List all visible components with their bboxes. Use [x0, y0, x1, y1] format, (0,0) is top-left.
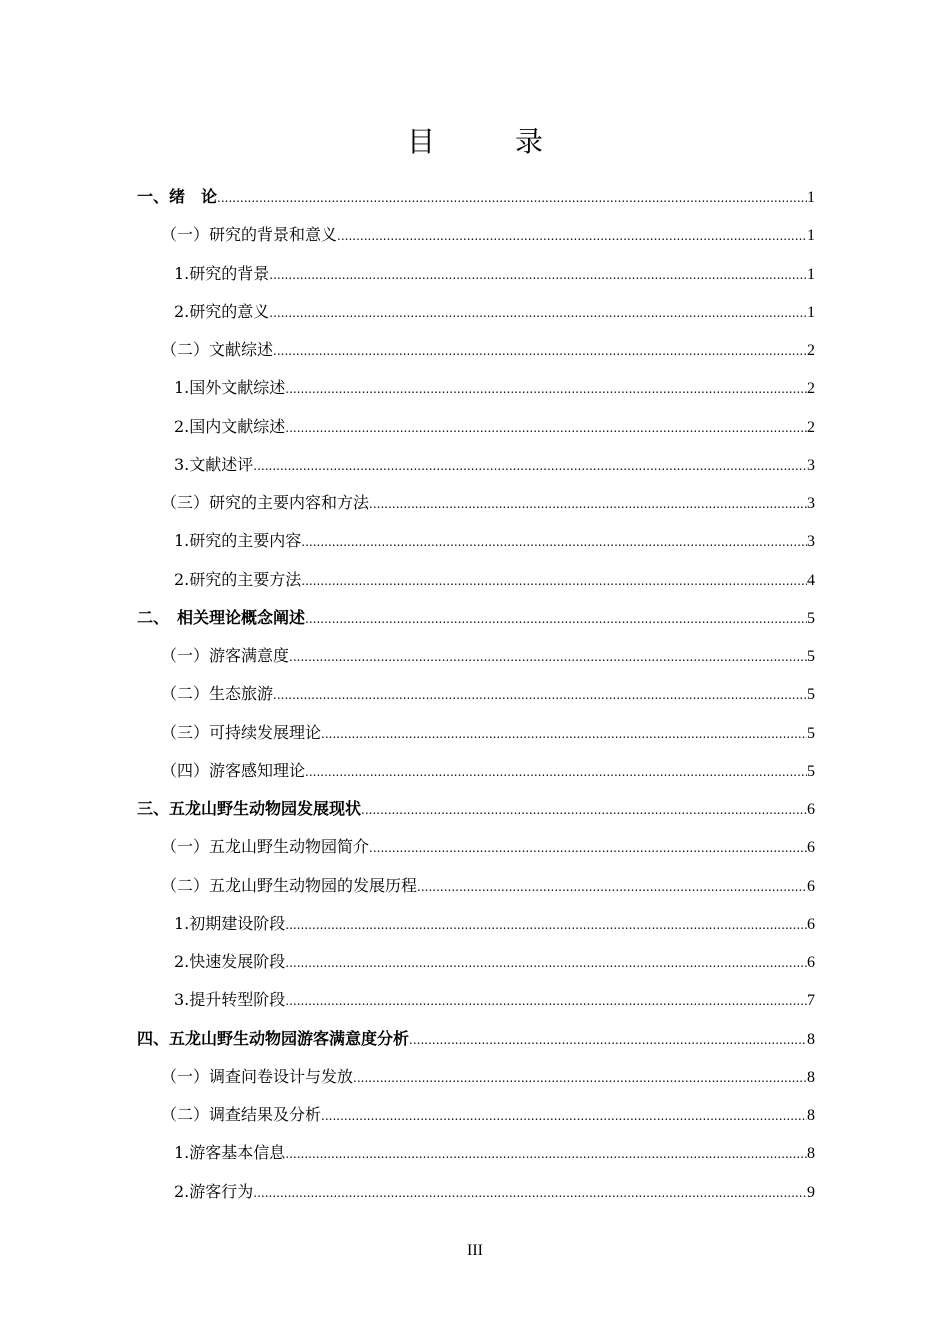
toc-entry[interactable] — [137, 216, 815, 254]
toc-entry-page: 4 — [807, 571, 815, 589]
toc-dot-leader — [301, 522, 807, 561]
toc-entry-title: 一、绪 论 — [137, 187, 218, 206]
toc-entry-page: 5 — [807, 762, 815, 780]
toc-entry-page: 5 — [807, 609, 815, 627]
toc-entry-title: 1.初期建设阶段 — [174, 913, 286, 933]
toc-entry-title: 2.研究的意义 — [174, 301, 270, 321]
toc-entry-page: 1 — [807, 265, 815, 283]
toc-entry-title: 2.研究的主要方法 — [174, 569, 302, 589]
toc-entry[interactable] — [137, 752, 815, 790]
toc-entry-title: （二）五龙山野生动物园的发展历程 — [161, 875, 418, 895]
toc-dot-leader — [369, 828, 807, 867]
toc-entry-title: 3.文献述评 — [174, 454, 254, 474]
toc-entry[interactable] — [137, 446, 815, 484]
toc-dot-leader — [253, 1173, 807, 1212]
table-of-contents — [137, 178, 815, 1211]
toc-entry-page: 3 — [807, 533, 815, 551]
toc-entry-page: 6 — [807, 801, 815, 818]
toc-entry[interactable] — [137, 828, 815, 866]
toc-entry-title: （一）调查问卷设计与发放 — [161, 1066, 354, 1086]
toc-entry-title: （一）五龙山野生动物园简介 — [161, 837, 370, 857]
toc-entry-page: 6 — [807, 954, 815, 971]
toc-entry-page: 2 — [807, 418, 815, 436]
toc-entry-title: 2.游客行为 — [174, 1181, 254, 1201]
toc-entry[interactable] — [137, 331, 815, 369]
toc-entry-page: 9 — [807, 1183, 815, 1201]
toc-dot-leader — [269, 293, 807, 332]
toc-entry-page: 7 — [807, 992, 815, 1010]
toc-dot-leader — [273, 675, 807, 714]
toc-dot-leader — [285, 943, 807, 982]
toc-dot-leader — [369, 484, 807, 523]
toc-entry[interactable] — [137, 1096, 815, 1134]
toc-entry-page: 8 — [807, 1068, 815, 1086]
toc-dot-leader — [301, 561, 807, 600]
toc-entry-page: 8 — [807, 1145, 815, 1163]
toc-entry-page: 8 — [807, 1107, 815, 1124]
toc-entry[interactable] — [137, 408, 815, 446]
toc-entry-title: （二）生态旅游 — [161, 684, 274, 704]
toc-entry-title: 1.研究的主要内容 — [174, 531, 302, 551]
toc-entry[interactable] — [137, 1134, 815, 1172]
toc-dot-leader — [285, 981, 807, 1020]
toc-dot-leader — [285, 408, 807, 447]
toc-entry-title: （二）调查结果及分析 — [161, 1105, 322, 1124]
toc-entry-title: （一）游客满意度 — [161, 646, 290, 665]
toc-entry-page: 1 — [807, 227, 815, 245]
toc-entry-title: 1.游客基本信息 — [174, 1143, 286, 1163]
toc-entry-title: （四）游客感知理论 — [161, 760, 306, 780]
page-title: 目 录 — [406, 125, 569, 158]
toc-entry[interactable] — [137, 484, 815, 522]
toc-entry-page: 6 — [807, 877, 815, 895]
toc-entry-title: 三、五龙山野生动物园发展现状 — [137, 799, 362, 818]
toc-entry-title: 四、五龙山野生动物园游客满意度分析 — [137, 1028, 410, 1048]
toc-entry[interactable] — [137, 369, 815, 407]
toc-entry[interactable] — [137, 943, 815, 981]
page-number: III — [467, 1242, 483, 1259]
toc-dot-leader — [253, 446, 807, 485]
toc-dot-leader — [409, 1020, 807, 1059]
toc-entry-page: 5 — [807, 686, 815, 704]
toc-entry-title: 3.提升转型阶段 — [174, 990, 286, 1010]
toc-dot-leader — [417, 867, 807, 906]
toc-entry-page: 2 — [807, 380, 815, 398]
toc-entry-page: 5 — [807, 648, 815, 665]
toc-entry-title: 2.国内文献综述 — [174, 416, 286, 436]
toc-dot-leader — [217, 178, 807, 217]
toc-dot-leader — [321, 714, 807, 753]
toc-entry[interactable] — [137, 981, 815, 1019]
toc-entry-title: 1.国外文献综述 — [174, 378, 286, 398]
toc-entry[interactable] — [137, 867, 815, 905]
toc-entry[interactable] — [137, 790, 815, 828]
toc-entry[interactable] — [137, 178, 815, 216]
toc-entry-page: 8 — [807, 1030, 815, 1048]
toc-dot-leader — [361, 790, 807, 829]
toc-entry-page: 5 — [807, 724, 815, 742]
toc-dot-leader — [285, 905, 807, 944]
toc-entry-title: （二）文献综述 — [161, 340, 274, 359]
toc-entry-page: 1 — [807, 303, 815, 321]
toc-entry-title: （三）研究的主要内容和方法 — [161, 493, 370, 512]
toc-entry[interactable] — [137, 1058, 815, 1096]
toc-entry[interactable] — [137, 675, 815, 713]
toc-dot-leader — [285, 369, 807, 408]
toc-dot-leader — [285, 1134, 807, 1173]
toc-dot-leader — [273, 331, 807, 370]
toc-entry[interactable] — [137, 599, 815, 637]
toc-dot-leader — [353, 1058, 807, 1097]
toc-entry[interactable] — [137, 905, 815, 943]
toc-entry-page: 2 — [807, 342, 815, 359]
toc-entry-title: 2.快速发展阶段 — [174, 952, 286, 971]
toc-entry[interactable] — [137, 561, 815, 599]
toc-entry[interactable] — [137, 1173, 815, 1211]
toc-entry[interactable] — [137, 293, 815, 331]
toc-entry-title: （一）研究的背景和意义 — [161, 225, 338, 245]
toc-entry-page: 6 — [807, 839, 815, 857]
toc-dot-leader — [269, 255, 807, 294]
toc-entry-page: 6 — [807, 915, 815, 933]
toc-entry[interactable] — [137, 255, 815, 293]
toc-dot-leader — [289, 637, 807, 676]
toc-dot-leader — [337, 216, 807, 255]
toc-dot-leader — [321, 1096, 807, 1135]
toc-entry-title: 二、 相关理论概念阐述 — [137, 607, 306, 627]
toc-entry-page: 1 — [807, 189, 815, 206]
toc-entry[interactable] — [137, 1020, 815, 1058]
toc-entry[interactable] — [137, 714, 815, 752]
toc-entry-title: 1.研究的背景 — [174, 263, 270, 283]
toc-entry-title: （三）可持续发展理论 — [161, 722, 322, 742]
toc-entry[interactable] — [137, 637, 815, 675]
toc-entry-page: 3 — [807, 495, 815, 512]
toc-entry-page: 3 — [807, 456, 815, 474]
toc-dot-leader — [305, 752, 807, 791]
toc-entry[interactable] — [137, 522, 815, 560]
toc-dot-leader — [305, 599, 807, 638]
